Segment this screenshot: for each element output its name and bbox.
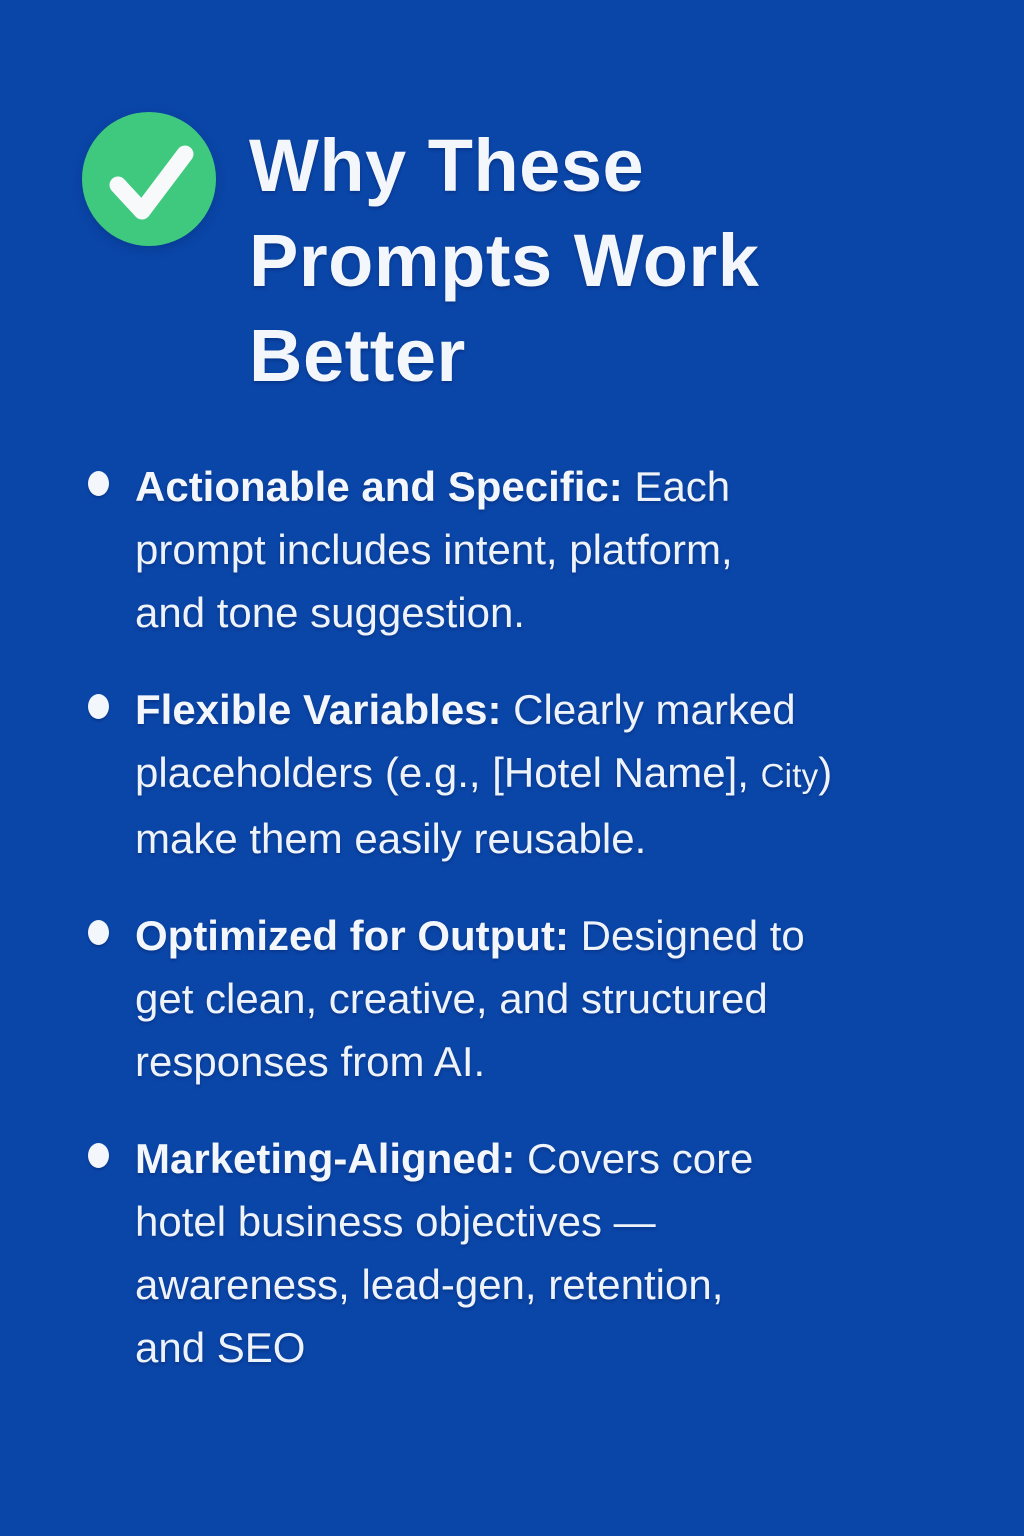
bullet-text-line: awareness, lead-gen, retention,: [135, 1261, 724, 1308]
bullet-text-line: get clean, creative, and structured: [135, 975, 768, 1022]
bullet-text: [135, 455, 733, 644]
bullet-text-line: responses from AI.: [135, 1038, 486, 1085]
header: [82, 112, 759, 403]
bullet-text-line: and SEO: [135, 1324, 306, 1371]
bullet-list: [84, 455, 964, 1413]
bullet-text-line: hotel business objectives —: [135, 1198, 656, 1245]
page-title-line-2: Prompts Work: [249, 219, 760, 302]
bullet-text-line: Flexible Variables: Clearly marked: [135, 686, 796, 733]
bullet-text-line: Actionable and Specific: Each: [135, 463, 731, 510]
bullet-text-line: Marketing-Aligned: Covers core: [135, 1135, 754, 1182]
page-title: [249, 112, 759, 403]
bullet-dot-icon: [88, 920, 109, 945]
list-item: [84, 1127, 964, 1379]
bullet-text-line: placeholders (e.g., [Hotel Name], City): [135, 749, 833, 796]
bullet-dot-icon: [88, 694, 109, 719]
bullet-text: [135, 678, 832, 870]
bullet-dot-icon: [88, 1143, 109, 1168]
bullet-text: [135, 1127, 753, 1379]
bullet-text-line: make them easily reusable.: [135, 815, 647, 862]
page-title-line-3: Better: [249, 314, 466, 397]
list-item: [84, 904, 964, 1093]
bullet-text-line: and tone suggestion.: [135, 589, 525, 636]
list-item: [84, 678, 964, 870]
bullet-text-line: Optimized for Output: Designed to: [135, 912, 805, 959]
page-title-line-1: Why These: [249, 124, 645, 207]
list-item: [84, 455, 964, 644]
check-circle-icon: [82, 112, 216, 246]
bullet-text: [135, 904, 805, 1093]
bullet-dot-icon: [88, 471, 109, 496]
bullet-text-line: prompt includes intent, platform,: [135, 526, 733, 573]
